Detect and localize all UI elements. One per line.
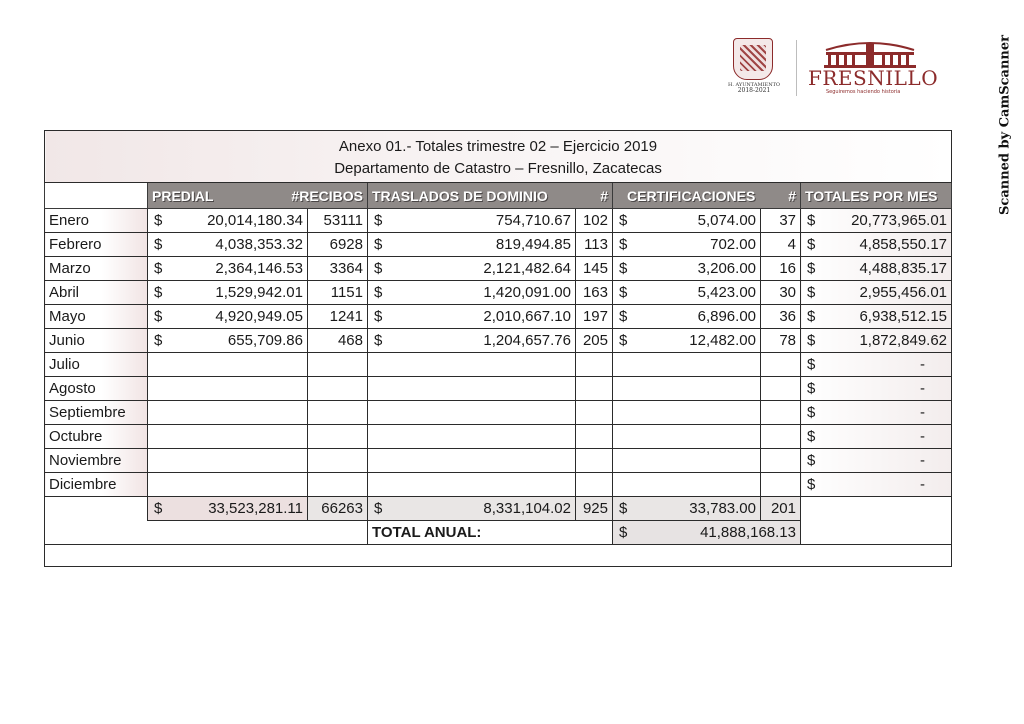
traslados-value: 1,420,091.00 — [483, 284, 571, 301]
predial-cell-empty — [148, 377, 308, 401]
certificaciones-cell-empty — [613, 401, 761, 425]
currency-sign: $ — [807, 380, 816, 397]
predial-value: 2,364,146.53 — [215, 260, 303, 277]
certificaciones-count-cell: 4 — [761, 233, 801, 257]
table-title-line1: Anexo 01.- Totales trimestre 02 – Ejercicio 2019 — [338, 138, 658, 155]
currency-sign: $ — [807, 428, 816, 445]
predial-cell — [148, 233, 308, 257]
total-month-value: - — [920, 452, 926, 469]
predial-cell-empty — [148, 353, 308, 377]
currency-sign: $ — [619, 500, 628, 517]
traslados-cell — [368, 257, 576, 281]
annual-label: TOTAL ANUAL: — [368, 521, 613, 545]
header-traslados-count-label: # — [600, 187, 608, 204]
table-title-line2: Departamento de Catastro – Fresnillo, Zacatecas — [334, 160, 662, 177]
currency-sign: $ — [374, 500, 383, 517]
table-title — [45, 131, 952, 183]
total-month-cell — [801, 257, 952, 281]
currency-sign: $ — [374, 260, 383, 277]
traslados-count-cell: 145 — [576, 257, 613, 281]
fresnillo-building-icon — [822, 40, 918, 68]
total-month-value: - — [920, 380, 926, 397]
header-certificaciones — [613, 183, 801, 209]
certificaciones-cell-empty — [613, 353, 761, 377]
annual-total — [613, 521, 801, 545]
traslados-count-cell-empty — [576, 377, 613, 401]
table-row — [45, 473, 952, 497]
recibos-cell: 53111 — [308, 209, 368, 233]
recibos-cell-empty — [308, 473, 368, 497]
traslados-count-cell: 102 — [576, 209, 613, 233]
month-name: Enero — [45, 209, 148, 233]
currency-sign: $ — [807, 236, 816, 253]
column-header-row — [45, 183, 952, 209]
total-month-value: - — [920, 428, 926, 445]
total-month-value: 1,872,849.62 — [859, 332, 948, 349]
currency-sign: $ — [374, 308, 383, 325]
month-name: Junio — [45, 329, 148, 353]
crest-caption-line1: H. AYUNTAMIENTO — [727, 82, 781, 88]
sum-totales-blank — [801, 497, 952, 545]
recibos-cell-empty — [308, 353, 368, 377]
header-predial-label: PREDIAL — [152, 187, 214, 204]
total-month-cell — [801, 473, 952, 497]
sum-row — [45, 497, 952, 521]
total-month-cell — [801, 449, 952, 473]
currency-sign: $ — [154, 332, 163, 349]
total-month-cell — [801, 425, 952, 449]
header-recibos-label: #RECIBOS — [291, 187, 363, 204]
sum-certificaciones-value: 33,783.00 — [689, 500, 756, 517]
traslados-value: 819,494.85 — [495, 236, 571, 253]
table-row — [45, 449, 952, 473]
traslados-cell — [368, 329, 576, 353]
total-month-cell — [801, 305, 952, 329]
scanner-watermark — [990, 30, 1020, 220]
certificaciones-count-cell: 36 — [761, 305, 801, 329]
predial-value: 655,709.86 — [227, 332, 303, 349]
traslados-cell — [368, 281, 576, 305]
total-month-cell — [801, 209, 952, 233]
total-month-value: - — [920, 476, 926, 493]
recibos-cell: 6928 — [308, 233, 368, 257]
predial-cell — [148, 329, 308, 353]
certificaciones-count-cell: 78 — [761, 329, 801, 353]
currency-sign: $ — [154, 284, 163, 301]
currency-sign: $ — [374, 212, 383, 229]
predial-value: 4,920,949.05 — [215, 308, 303, 325]
certificaciones-value: 3,206.00 — [697, 260, 756, 277]
certificaciones-value: 12,482.00 — [689, 332, 756, 349]
month-name: Febrero — [45, 233, 148, 257]
currency-sign: $ — [807, 260, 816, 277]
currency-sign: $ — [619, 308, 628, 325]
crest-caption — [723, 82, 785, 94]
certificaciones-cell — [613, 233, 761, 257]
total-month-cell — [801, 377, 952, 401]
currency-sign: $ — [619, 212, 628, 229]
total-month-value: 4,858,550.17 — [859, 236, 948, 253]
traslados-cell-empty — [368, 353, 576, 377]
certificaciones-count-cell: 16 — [761, 257, 801, 281]
certificaciones-count-cell-empty — [761, 425, 801, 449]
table-row — [45, 353, 952, 377]
currency-sign: $ — [807, 452, 816, 469]
predial-value: 4,038,353.32 — [215, 236, 303, 253]
certificaciones-cell-empty — [613, 449, 761, 473]
recibos-cell-empty — [308, 377, 368, 401]
crest-caption-years: 2018-2021 — [737, 87, 771, 94]
total-month-cell — [801, 401, 952, 425]
header-totales: TOTALES POR MES — [801, 183, 952, 209]
scanner-watermark-text: Scanned by CamScanner — [997, 35, 1013, 215]
traslados-value: 1,204,657.76 — [483, 332, 571, 349]
certificaciones-cell-empty — [613, 473, 761, 497]
traslados-cell-empty — [368, 377, 576, 401]
month-name: Octubre — [45, 425, 148, 449]
traslados-count-cell-empty — [576, 473, 613, 497]
certificaciones-cell — [613, 329, 761, 353]
currency-sign: $ — [374, 284, 383, 301]
sum-traslados-value: 8,331,104.02 — [483, 500, 571, 517]
table-row — [45, 233, 952, 257]
recibos-cell: 468 — [308, 329, 368, 353]
annual-total-value: 41,888,168.13 — [700, 524, 796, 541]
month-name: Julio — [45, 353, 148, 377]
currency-sign: $ — [619, 236, 628, 253]
sum-traslados — [368, 497, 576, 521]
traslados-count-cell-empty — [576, 353, 613, 377]
currency-sign: $ — [154, 260, 163, 277]
certificaciones-value: 702.00 — [710, 236, 756, 253]
predial-cell — [148, 281, 308, 305]
recibos-cell-empty — [308, 425, 368, 449]
currency-sign: $ — [619, 284, 628, 301]
certificaciones-cell — [613, 281, 761, 305]
traslados-count-cell-empty — [576, 425, 613, 449]
month-rows — [45, 209, 952, 497]
traslados-count-cell: 197 — [576, 305, 613, 329]
traslados-cell — [368, 209, 576, 233]
certificaciones-cell — [613, 257, 761, 281]
sum-traslados-count: 925 — [576, 497, 613, 521]
currency-sign: $ — [807, 212, 816, 229]
currency-sign: $ — [807, 284, 816, 301]
predial-cell-empty — [148, 401, 308, 425]
table-row — [45, 329, 952, 353]
total-month-cell — [801, 329, 952, 353]
total-month-value: - — [920, 356, 926, 373]
certificaciones-value: 5,423.00 — [697, 284, 756, 301]
certificaciones-count-cell: 37 — [761, 209, 801, 233]
table-row — [45, 425, 952, 449]
total-month-value: - — [920, 404, 926, 421]
currency-sign: $ — [807, 476, 816, 493]
header-month-blank — [45, 183, 148, 209]
table-row — [45, 281, 952, 305]
traslados-cell-empty — [368, 425, 576, 449]
traslados-count-cell: 205 — [576, 329, 613, 353]
currency-sign: $ — [807, 404, 816, 421]
total-month-value: 20,773,965.01 — [851, 212, 948, 229]
traslados-cell — [368, 233, 576, 257]
traslados-count-cell-empty — [576, 449, 613, 473]
total-month-value: 6,938,512.15 — [859, 308, 948, 325]
table-title-row — [45, 131, 952, 183]
ayuntamiento-crest-logo — [733, 38, 773, 80]
month-name: Diciembre — [45, 473, 148, 497]
table-row — [45, 401, 952, 425]
brand-name: FRESNILLO — [808, 66, 939, 90]
sum-certificaciones-count: 201 — [761, 497, 801, 521]
recibos-cell: 1151 — [308, 281, 368, 305]
predial-value: 20,014,180.34 — [207, 212, 303, 229]
predial-cell-empty — [148, 425, 308, 449]
traslados-cell-empty — [368, 473, 576, 497]
traslados-value: 754,710.67 — [495, 212, 571, 229]
currency-sign: $ — [154, 308, 163, 325]
recibos-cell: 3364 — [308, 257, 368, 281]
predial-cell — [148, 209, 308, 233]
traslados-count-cell-empty — [576, 401, 613, 425]
traslados-count-cell: 163 — [576, 281, 613, 305]
sum-label-blank — [45, 497, 148, 521]
brand-tagline: Seguiremos haciendo historia — [826, 89, 901, 95]
currency-sign: $ — [619, 260, 628, 277]
sum-predial-value: 33,523,281.11 — [208, 500, 303, 517]
currency-sign: $ — [154, 236, 163, 253]
table-row — [45, 257, 952, 281]
currency-sign: $ — [807, 308, 816, 325]
footer-row — [45, 545, 952, 567]
currency-sign: $ — [374, 332, 383, 349]
currency-sign: $ — [154, 212, 163, 229]
sum-predial — [148, 497, 308, 521]
certificaciones-count-cell: 30 — [761, 281, 801, 305]
sum-certificaciones — [613, 497, 761, 521]
month-name: Abril — [45, 281, 148, 305]
traslados-cell-empty — [368, 401, 576, 425]
traslados-cell — [368, 305, 576, 329]
predial-cell-empty — [148, 449, 308, 473]
recibos-cell-empty — [308, 449, 368, 473]
table-row — [45, 377, 952, 401]
currency-sign: $ — [619, 524, 628, 541]
predial-cell-empty — [148, 473, 308, 497]
traslados-value: 2,010,667.10 — [483, 308, 571, 325]
traslados-count-cell: 113 — [576, 233, 613, 257]
certificaciones-count-cell-empty — [761, 449, 801, 473]
recibos-cell: 1241 — [308, 305, 368, 329]
table-row — [45, 209, 952, 233]
header-traslados-label: TRASLADOS DE DOMINIO — [372, 187, 548, 204]
total-month-value: 2,955,456.01 — [859, 284, 948, 301]
traslados-value: 2,121,482.64 — [483, 260, 571, 277]
month-name: Septiembre — [45, 401, 148, 425]
header-predial — [148, 183, 368, 209]
predial-cell — [148, 257, 308, 281]
footer-blank — [45, 545, 952, 567]
month-name: Agosto — [45, 377, 148, 401]
certificaciones-count-cell-empty — [761, 353, 801, 377]
total-month-cell — [801, 233, 952, 257]
certificaciones-cell — [613, 305, 761, 329]
total-month-cell — [801, 281, 952, 305]
header-certificaciones-label: CERTIFICACIONES — [627, 187, 756, 204]
month-name: Mayo — [45, 305, 148, 329]
currency-sign: $ — [807, 332, 816, 349]
header-traslados — [368, 183, 613, 209]
month-name: Marzo — [45, 257, 148, 281]
certificaciones-value: 6,896.00 — [697, 308, 756, 325]
predial-value: 1,529,942.01 — [215, 284, 303, 301]
header-certificaciones-count-label: # — [788, 187, 796, 204]
recibos-cell-empty — [308, 401, 368, 425]
total-month-value: 4,488,835.17 — [859, 260, 948, 277]
certificaciones-count-cell-empty — [761, 377, 801, 401]
currency-sign: $ — [807, 356, 816, 373]
certificaciones-cell-empty — [613, 425, 761, 449]
table-row — [45, 305, 952, 329]
certificaciones-cell — [613, 209, 761, 233]
certificaciones-count-cell-empty — [761, 473, 801, 497]
certificaciones-value: 5,074.00 — [697, 212, 756, 229]
currency-sign: $ — [374, 236, 383, 253]
logo-divider — [796, 40, 797, 96]
certificaciones-cell-empty — [613, 377, 761, 401]
total-month-cell — [801, 353, 952, 377]
totals-table — [44, 130, 952, 567]
certificaciones-count-cell-empty — [761, 401, 801, 425]
sum-recibos: 66263 — [308, 497, 368, 521]
annual-blank — [45, 521, 368, 545]
currency-sign: $ — [154, 500, 163, 517]
currency-sign: $ — [619, 332, 628, 349]
predial-cell — [148, 305, 308, 329]
traslados-cell-empty — [368, 449, 576, 473]
month-name: Noviembre — [45, 449, 148, 473]
